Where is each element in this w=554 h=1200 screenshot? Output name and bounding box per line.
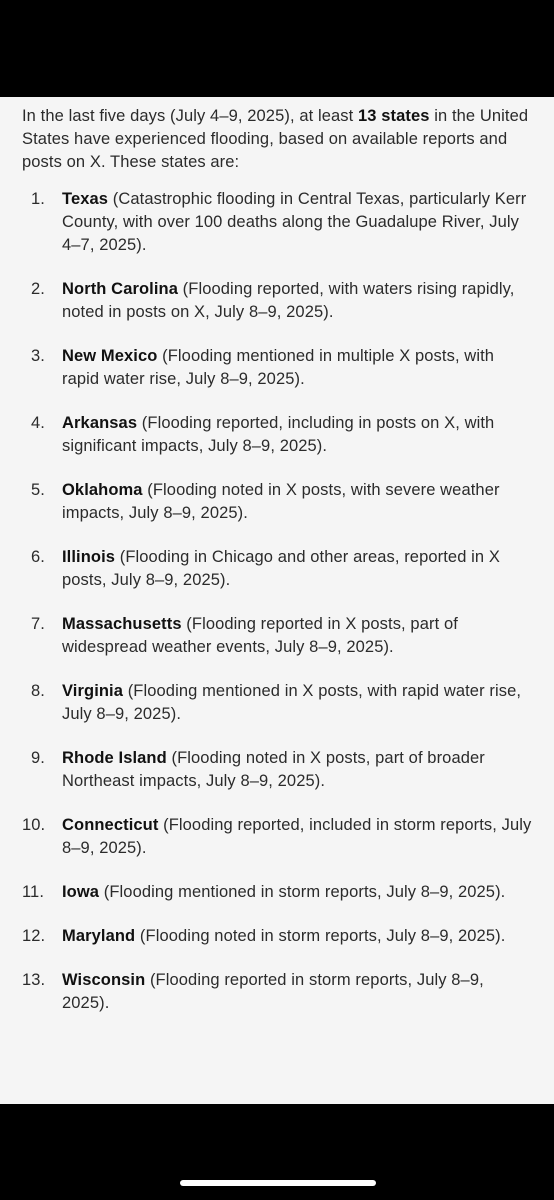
list-item (22, 881, 532, 904)
list-item-number: 7. (31, 615, 45, 633)
list-item-number: 11. (22, 883, 45, 901)
intro-text-after: in the United States have experienced flooding, based on available reports and posts on X. These states are: (22, 107, 529, 171)
list-item-number: 3. (31, 347, 45, 365)
message-content (0, 97, 554, 1104)
intro-text-before: In the last five days (July 4–9, 2025), at least (22, 107, 358, 125)
state-name: Texas (62, 190, 109, 208)
state-name: New Mexico (62, 347, 158, 365)
state-name: Arkansas (62, 414, 138, 432)
list-item (22, 814, 532, 860)
state-detail: (Flooding mentioned in multiple X posts, with rapid water rise, July 8–9, 2025). (62, 347, 495, 388)
state-name: North Carolina (62, 280, 178, 298)
list-item-number: 1. (31, 190, 45, 208)
list-item-number: 6. (31, 548, 45, 566)
list-item-number: 9. (31, 749, 45, 767)
list-item (22, 188, 532, 257)
state-name: Wisconsin (62, 971, 146, 989)
list-item (22, 278, 532, 324)
state-name: Virginia (62, 682, 124, 700)
state-name: Maryland (62, 927, 136, 945)
list-item (22, 479, 532, 525)
state-name: Oklahoma (62, 481, 143, 499)
state-name: Illinois (62, 548, 116, 566)
list-item (22, 969, 532, 1015)
state-name: Iowa (62, 883, 100, 901)
list-item-number: 13. (22, 971, 46, 989)
list-item-number: 4. (31, 414, 45, 432)
state-detail: (Flooding reported in storm reports, July 8–9, 2025). (62, 971, 484, 1012)
list-item (22, 747, 532, 793)
state-detail: (Flooding reported in X posts, part of widespread weather events, July 8–9, 2025). (62, 615, 458, 656)
state-name: Connecticut (62, 816, 159, 834)
intro-highlight: 13 states (358, 107, 430, 125)
state-name: Rhode Island (62, 749, 167, 767)
state-detail: (Flooding mentioned in storm reports, July 8–9, 2025). (99, 883, 506, 901)
state-detail: (Flooding noted in storm reports, July 8–9, 2025). (135, 927, 506, 945)
state-detail: (Catastrophic flooding in Central Texas, particularly Kerr County, with over 100 deaths along the Guadalupe River, July 4–7, 2025). (62, 190, 527, 254)
state-name: Massachusetts (62, 615, 182, 633)
list-item-number: 8. (31, 682, 45, 700)
list-item-number: 2. (31, 280, 45, 298)
state-detail: (Flooding noted in X posts, part of broader Northeast impacts, July 8–9, 2025). (62, 749, 485, 790)
state-detail: (Flooding noted in X posts, with severe weather impacts, July 8–9, 2025). (62, 481, 500, 522)
states-list (22, 188, 532, 1015)
list-item (22, 613, 532, 659)
list-item (22, 345, 532, 391)
list-item (22, 925, 532, 948)
state-detail: (Flooding mentioned in X posts, with rapid water rise, July 8–9, 2025). (62, 682, 522, 723)
list-item-number: 10. (22, 816, 46, 834)
intro-paragraph (22, 105, 532, 174)
top-black-bar (0, 0, 554, 97)
state-detail: (Flooding reported, with waters rising rapidly, noted in posts on X, July 8–9, 2025). (62, 280, 515, 321)
state-detail: (Flooding reported, included in storm reports, July 8–9, 2025). (62, 816, 532, 857)
state-detail: (Flooding in Chicago and other areas, reported in X posts, July 8–9, 2025). (62, 548, 500, 589)
list-item (22, 680, 532, 726)
state-detail: (Flooding reported, including in posts on X, with significant impacts, July 8–9, 2025). (62, 414, 495, 455)
list-item-number: 5. (31, 481, 45, 499)
list-item (22, 412, 532, 458)
list-item (22, 546, 532, 592)
list-item-number: 12. (22, 927, 46, 945)
home-indicator[interactable] (180, 1180, 376, 1186)
